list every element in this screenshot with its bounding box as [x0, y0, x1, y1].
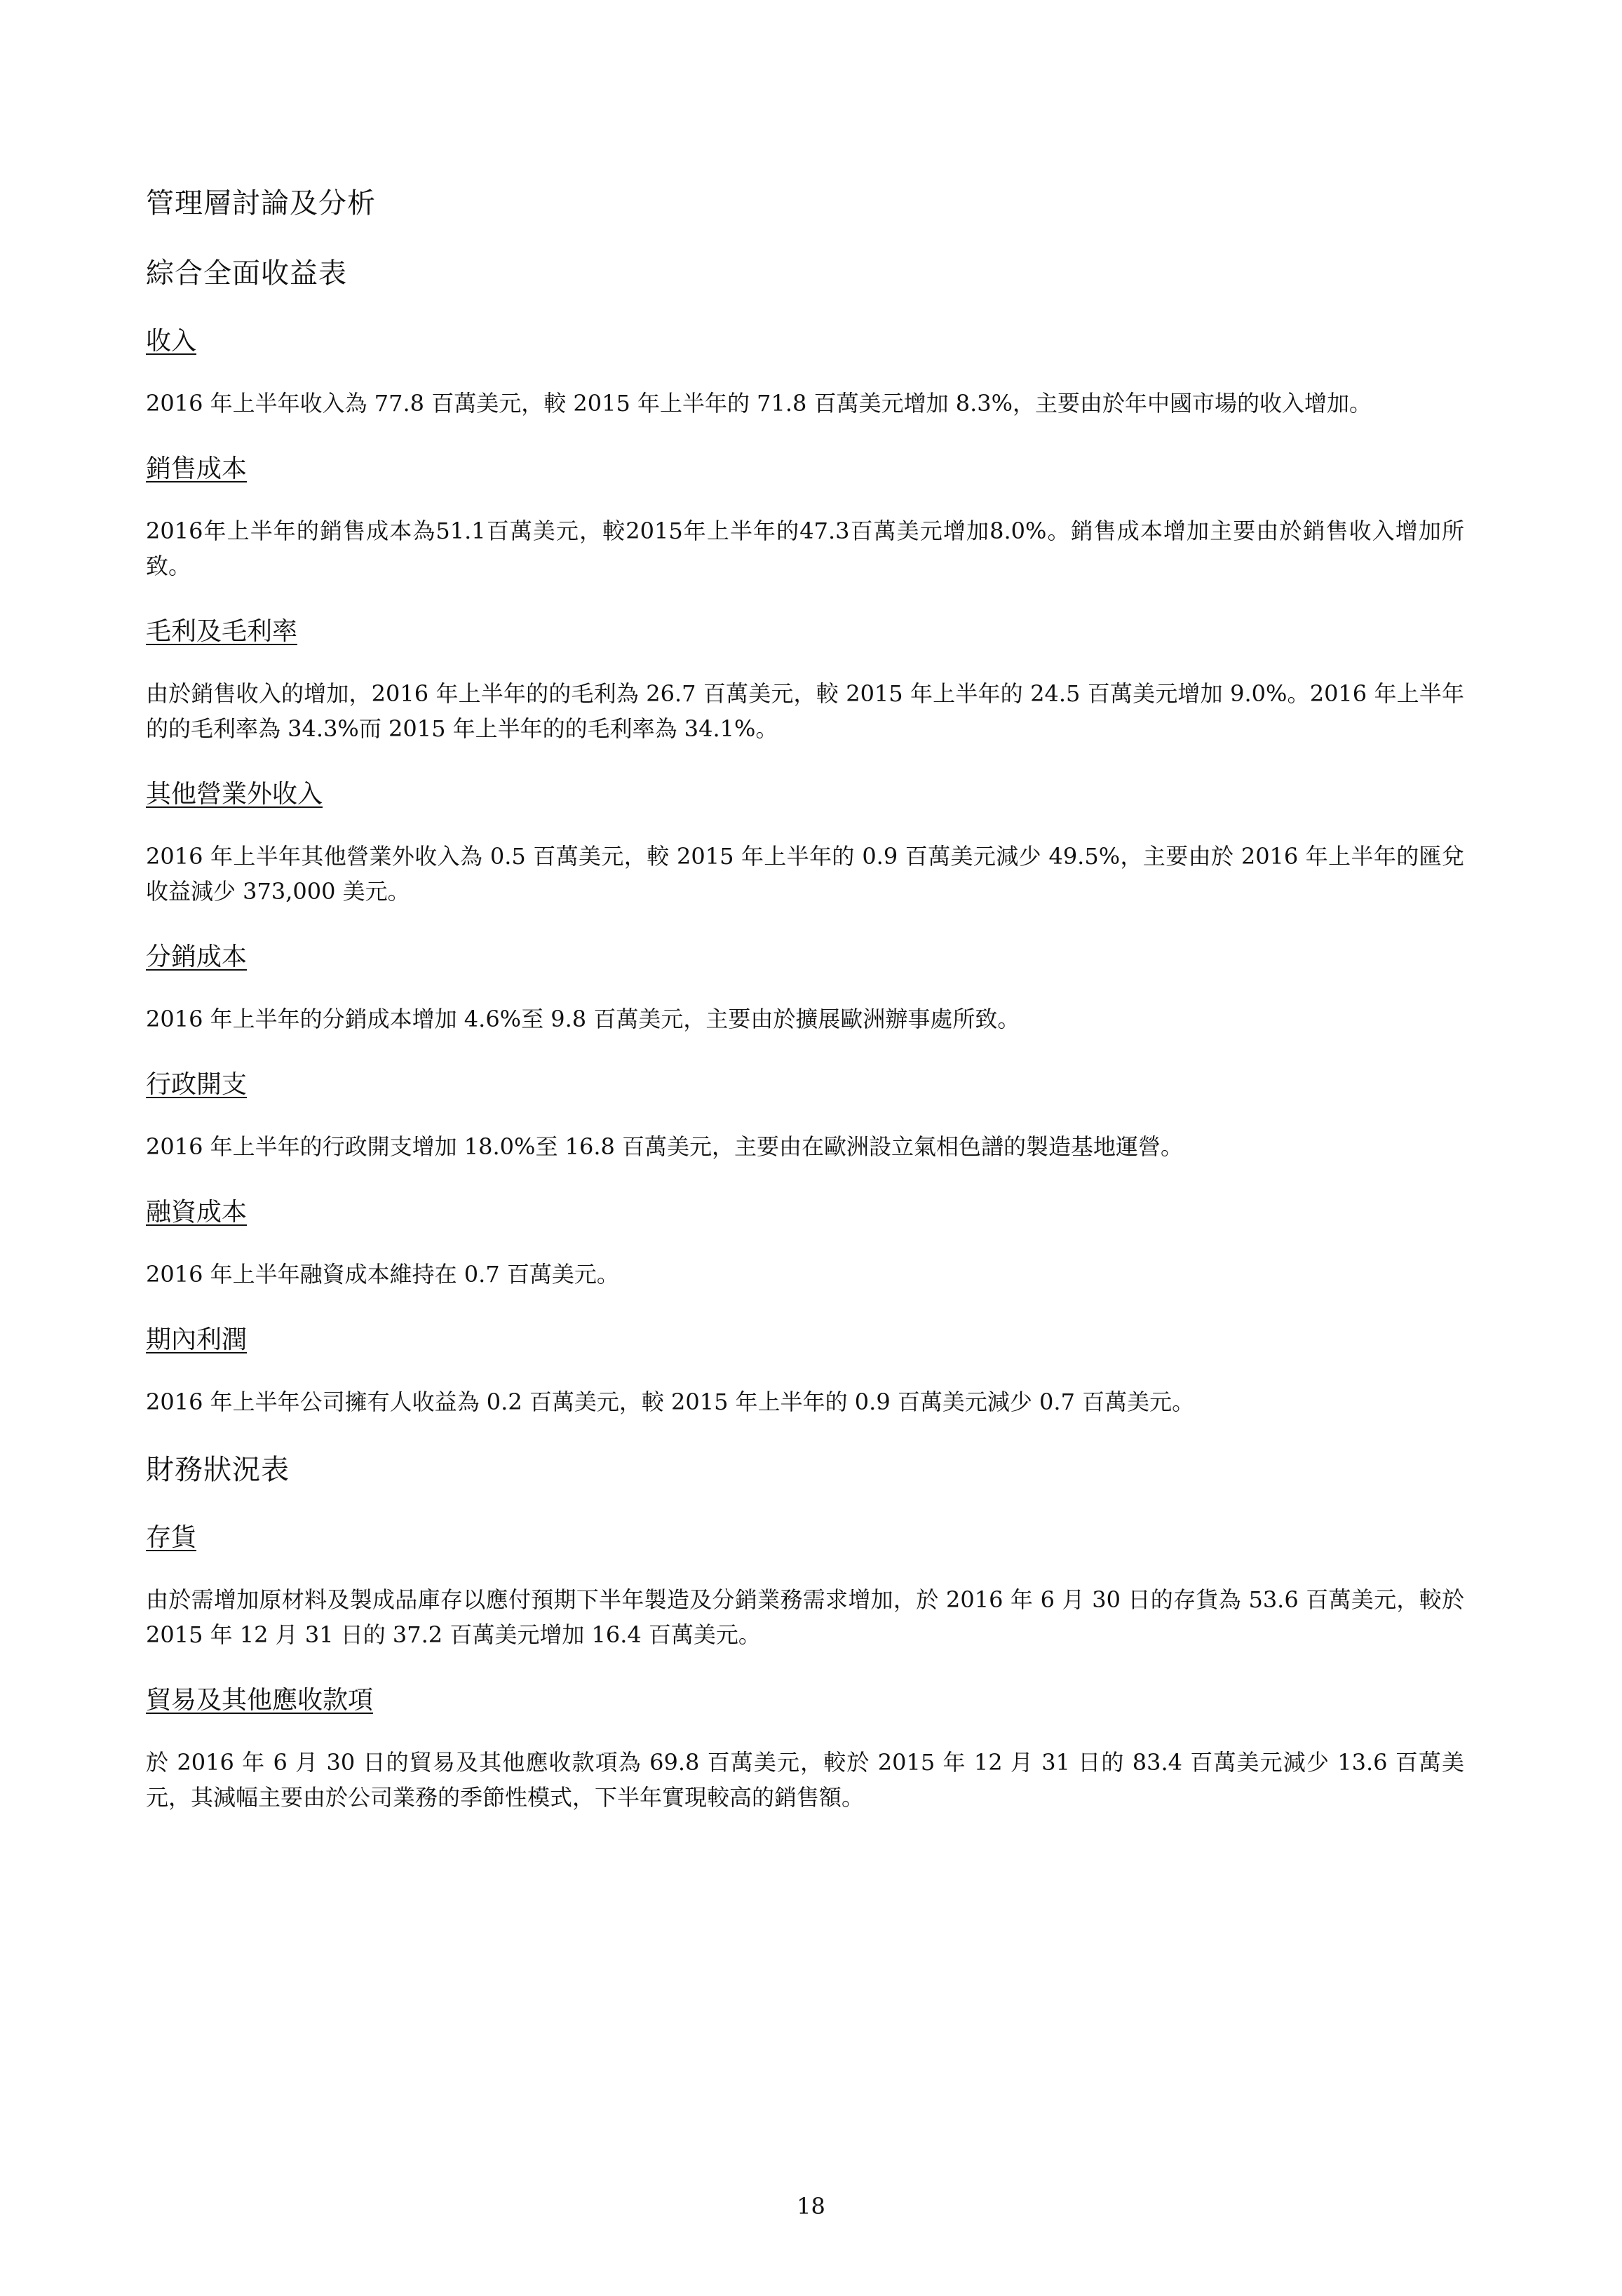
other-income-heading: 其他營業外收入	[146, 780, 323, 809]
cost-of-sales-section	[146, 452, 1464, 583]
cost-of-sales-heading: 銷售成本	[146, 454, 248, 483]
gross-profit-paragraph: 由於銷售收入的增加，2016 年上半年的的毛利為 26.7 百萬美元，較 2015 年上半年的 24.5 百萬美元增加 9.0%。2016 年上半年的的毛利率為 34.3%而 2015 年上半年的的毛利率為 34.1%。	[146, 680, 1464, 742]
receivables-section	[146, 1683, 1464, 1815]
inventory-heading: 存貨	[146, 1523, 197, 1552]
admin-expense-section	[146, 1067, 1464, 1164]
period-profit-paragraph: 2016 年上半年公司擁有人收益為 0.2 百萬美元，較 2015 年上半年的 0.9 百萬美元減少 0.7 百萬美元。	[146, 1389, 1195, 1415]
financial-position-title: 財務狀況表	[146, 1454, 290, 1486]
other-income-paragraph: 2016 年上半年其他營業外收入為 0.5 百萬美元，較 2015 年上半年的 0.9 百萬美元減少 49.5%，主要由於 2016 年上半年的匯兌收益減少 373,000 美元。	[146, 843, 1464, 905]
distribution-cost-paragraph: 2016 年上半年的分銷成本增加 4.6%至 9.8 百萬美元，主要由於擴展歐洲辦事處所致。	[146, 1006, 1020, 1032]
revenue-section	[146, 324, 1464, 421]
income-statement-title: 綜合全面收益表	[146, 257, 347, 290]
revenue-paragraph: 2016 年上半年收入為 77.8 百萬美元，較 2015 年上半年的 71.8 百萬美元增加 8.3%，主要由於年中國市場的收入增加。	[146, 390, 1372, 417]
distribution-cost-section	[146, 940, 1464, 1036]
finance-cost-heading: 融資成本	[146, 1198, 248, 1227]
admin-expense-paragraph: 2016 年上半年的行政開支增加 18.0%至 16.8 百萬美元，主要由在歐洲設立氣相色譜的製造基地運營。	[146, 1133, 1184, 1160]
inventory-section	[146, 1520, 1464, 1652]
page-number: 18	[797, 2193, 825, 2220]
cost-of-sales-paragraph: 2016年上半年的銷售成本為51.1百萬美元，較2015年上半年的47.3百萬美元增加8.0%。銷售成本增加主要由於銷售收入增加所致。	[146, 518, 1464, 579]
finance-cost-section	[146, 1195, 1464, 1292]
period-profit-section	[146, 1323, 1464, 1419]
receivables-paragraph: 於 2016 年 6 月 30 日的貿易及其他應收款項為 69.8 百萬美元，較於 2015 年 12 月 31 日的 83.4 百萬美元減少 13.6 百萬美元，其減幅主要由於公司業務的季節性模式，下半年實現較高的銷售額。	[146, 1749, 1464, 1811]
gross-profit-section	[146, 614, 1464, 746]
receivables-heading: 貿易及其他應收款項	[146, 1686, 374, 1715]
period-profit-heading: 期內利潤	[146, 1325, 248, 1354]
distribution-cost-heading: 分銷成本	[146, 943, 248, 971]
inventory-paragraph: 由於需增加原材料及製成品庫存以應付預期下半年製造及分銷業務需求增加，於 2016 年 6 月 30 日的存貨為 53.6 百萬美元，較於 2015 年 12 月 31 日的 37.2 百萬美元增加 16.4 百萬美元。	[146, 1586, 1464, 1648]
revenue-heading: 收入	[146, 327, 197, 356]
section-title: 管理層討論及分析	[146, 187, 376, 220]
other-income-section	[146, 777, 1464, 909]
finance-cost-paragraph: 2016 年上半年融資成本維持在 0.7 百萬美元。	[146, 1261, 619, 1288]
document-body	[146, 184, 1464, 1846]
admin-expense-heading: 行政開支	[146, 1070, 248, 1099]
gross-profit-heading: 毛利及毛利率	[146, 617, 298, 646]
